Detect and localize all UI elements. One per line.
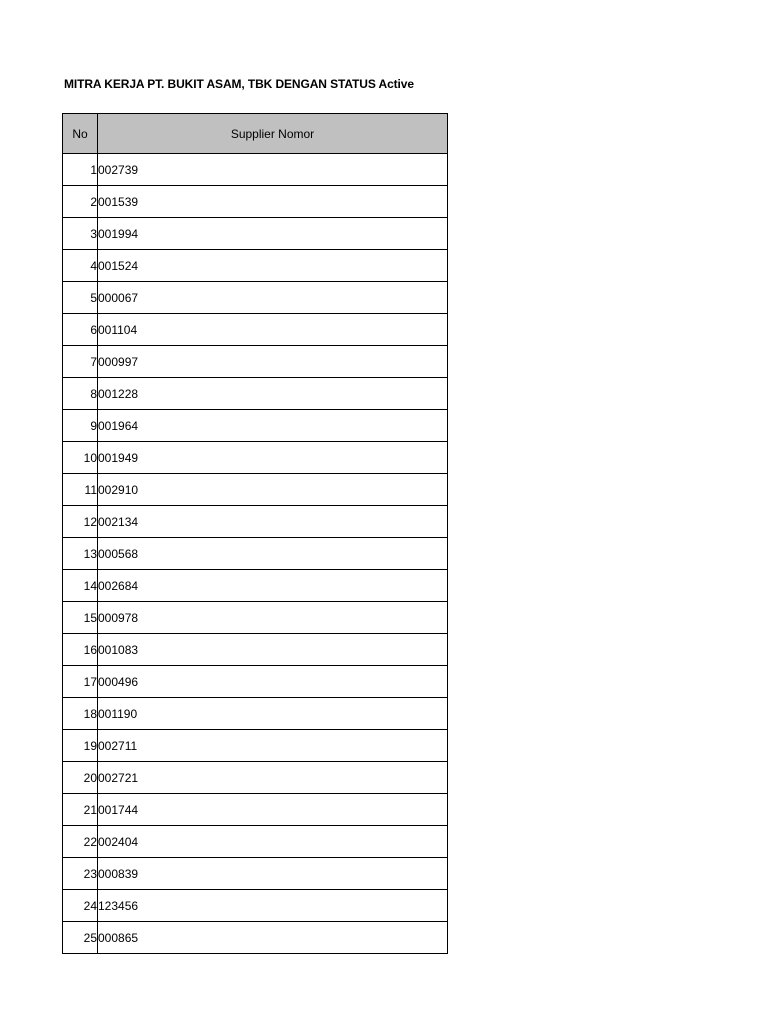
row-number-cell: 2 xyxy=(63,186,98,218)
supplier-number-cell: 002721 xyxy=(98,762,448,794)
supplier-number-cell: 002711 xyxy=(98,730,448,762)
table-row xyxy=(63,186,448,218)
table-row xyxy=(63,602,448,634)
supplier-number-cell: 001190 xyxy=(98,698,448,730)
supplier-number-cell: 000839 xyxy=(98,858,448,890)
page-title: MITRA KERJA PT. BUKIT ASAM, TBK DENGAN STATUS Active xyxy=(64,77,414,91)
supplier-number-cell: 001524 xyxy=(98,250,448,282)
column-header-supplier-nomor: Supplier Nomor xyxy=(98,114,448,154)
supplier-number-cell: 000067 xyxy=(98,282,448,314)
row-number-cell: 24 xyxy=(63,890,98,922)
row-number-cell: 23 xyxy=(63,858,98,890)
supplier-number-cell: 000865 xyxy=(98,922,448,954)
supplier-number-cell: 002404 xyxy=(98,826,448,858)
supplier-number-cell: 000978 xyxy=(98,602,448,634)
supplier-number-cell: 001744 xyxy=(98,794,448,826)
supplier-number-cell: 001994 xyxy=(98,218,448,250)
supplier-number-cell: 001228 xyxy=(98,378,448,410)
row-number-cell: 18 xyxy=(63,698,98,730)
table-row xyxy=(63,858,448,890)
table-row xyxy=(63,250,448,282)
row-number-cell: 4 xyxy=(63,250,98,282)
row-number-cell: 3 xyxy=(63,218,98,250)
table-row xyxy=(63,154,448,186)
table-row xyxy=(63,314,448,346)
table-row xyxy=(63,922,448,954)
supplier-number-cell: 000496 xyxy=(98,666,448,698)
supplier-number-cell: 001539 xyxy=(98,186,448,218)
row-number-cell: 12 xyxy=(63,506,98,538)
row-number-cell: 25 xyxy=(63,922,98,954)
row-number-cell: 20 xyxy=(63,762,98,794)
row-number-cell: 6 xyxy=(63,314,98,346)
table-row xyxy=(63,346,448,378)
table-row xyxy=(63,282,448,314)
table-row xyxy=(63,794,448,826)
supplier-number-cell: 002134 xyxy=(98,506,448,538)
row-number-cell: 9 xyxy=(63,410,98,442)
row-number-cell: 14 xyxy=(63,570,98,602)
table-body xyxy=(63,154,448,954)
table-row xyxy=(63,826,448,858)
table-row xyxy=(63,634,448,666)
row-number-cell: 8 xyxy=(63,378,98,410)
supplier-number-cell: 001964 xyxy=(98,410,448,442)
row-number-cell: 15 xyxy=(63,602,98,634)
supplier-number-cell: 002739 xyxy=(98,154,448,186)
supplier-number-cell: 001083 xyxy=(98,634,448,666)
table-row xyxy=(63,570,448,602)
supplier-number-cell: 123456 xyxy=(98,890,448,922)
supplier-number-cell: 001949 xyxy=(98,442,448,474)
table-row xyxy=(63,762,448,794)
supplier-number-cell: 002684 xyxy=(98,570,448,602)
table-row xyxy=(63,218,448,250)
row-number-cell: 11 xyxy=(63,474,98,506)
row-number-cell: 1 xyxy=(63,154,98,186)
row-number-cell: 7 xyxy=(63,346,98,378)
row-number-cell: 5 xyxy=(63,282,98,314)
table-header-row xyxy=(63,114,448,154)
table-row xyxy=(63,890,448,922)
row-number-cell: 13 xyxy=(63,538,98,570)
table-row xyxy=(63,410,448,442)
table-row xyxy=(63,474,448,506)
table-row xyxy=(63,506,448,538)
table-row xyxy=(63,698,448,730)
row-number-cell: 17 xyxy=(63,666,98,698)
row-number-cell: 19 xyxy=(63,730,98,762)
row-number-cell: 22 xyxy=(63,826,98,858)
table-row xyxy=(63,378,448,410)
row-number-cell: 16 xyxy=(63,634,98,666)
table-row xyxy=(63,538,448,570)
supplier-number-cell: 001104 xyxy=(98,314,448,346)
row-number-cell: 21 xyxy=(63,794,98,826)
table-row xyxy=(63,730,448,762)
table-row xyxy=(63,666,448,698)
supplier-table xyxy=(62,113,448,954)
supplier-number-cell: 002910 xyxy=(98,474,448,506)
supplier-number-cell: 000997 xyxy=(98,346,448,378)
table-row xyxy=(63,442,448,474)
row-number-cell: 10 xyxy=(63,442,98,474)
supplier-number-cell: 000568 xyxy=(98,538,448,570)
column-header-no: No xyxy=(63,114,98,154)
